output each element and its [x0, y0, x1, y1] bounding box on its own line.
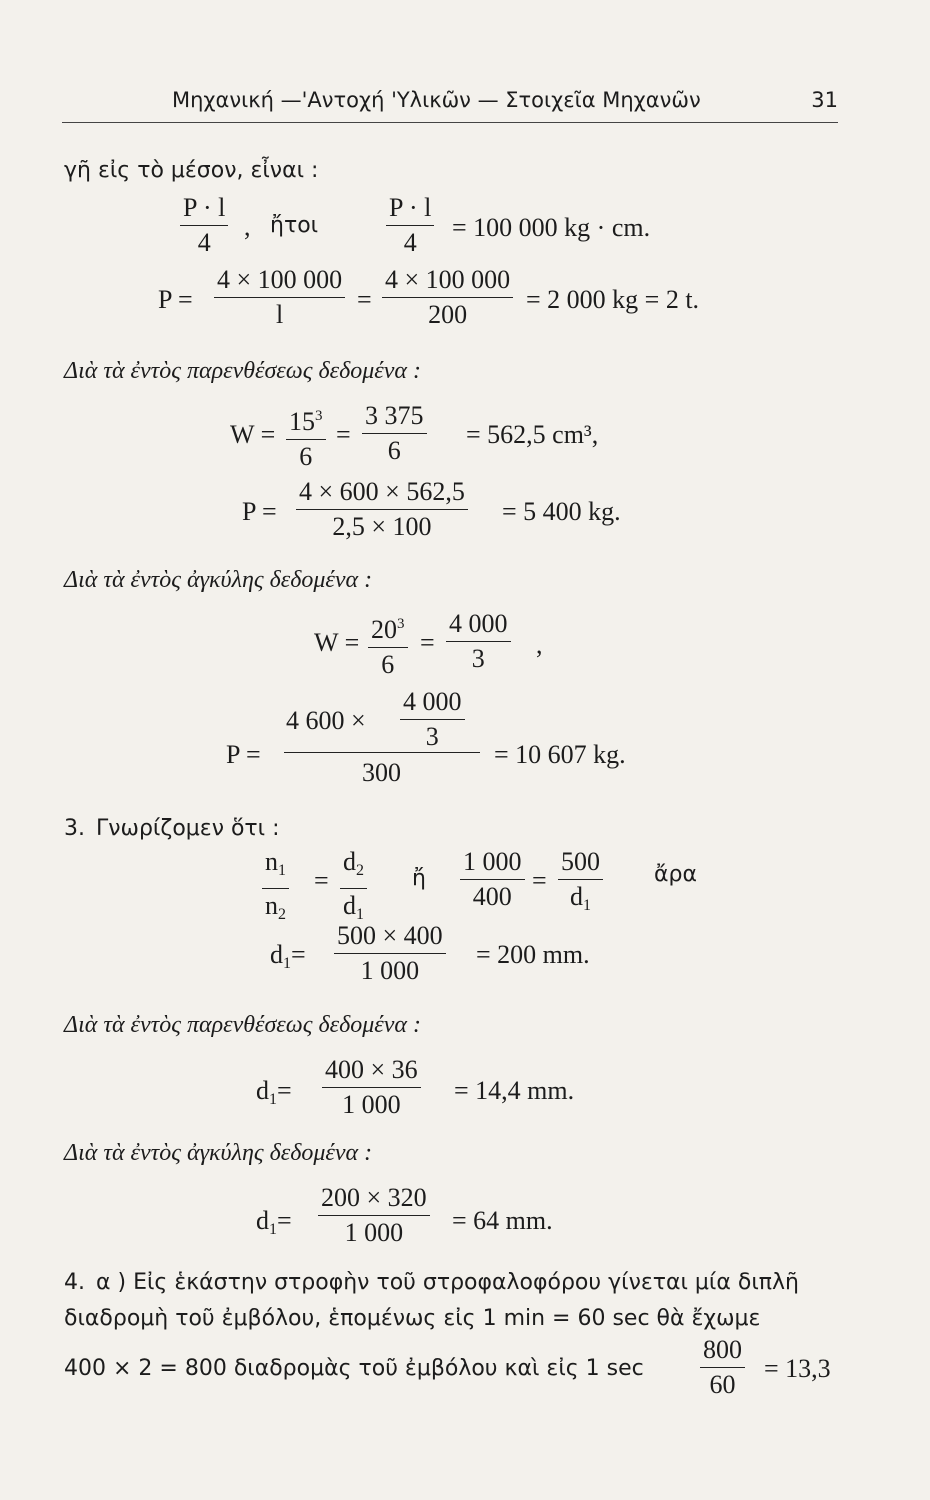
- or-word: ἤ: [412, 866, 426, 891]
- fraction-200x320-over-1000: 200 × 320 1 000: [318, 1184, 430, 1247]
- fraction-pl-over-4: P · l 4: [180, 194, 228, 257]
- fraction-20-cubed-over-6: $20^3$ 6: [368, 610, 408, 679]
- item-4-line-3: 400 × 2 = 800 διαδρομὰς τοῦ ἐμβόλου καὶ εἰς 1 sec: [64, 1356, 644, 1381]
- p-result: = 10 607 kg.: [494, 740, 626, 769]
- inner-fraction-4000-over-3: 4 000 3: [400, 688, 465, 751]
- p-result: = 5 400 kg.: [502, 497, 621, 526]
- section-heading-brackets-2: Διὰ τὰ ἐντὸς ἀγκύλης δεδομένα :: [64, 1140, 373, 1166]
- fraction-400x36-over-1000: 400 × 36 1 000: [322, 1056, 421, 1119]
- d1-result: = 64 mm.: [452, 1206, 553, 1235]
- w-lhs: W =: [314, 628, 360, 657]
- fraction-15-cubed-over-6: $15^3$ 6: [286, 402, 326, 471]
- compound-numerator-lead: 4 600 ×: [286, 706, 366, 735]
- section-heading-brackets: Διὰ τὰ ἐντὸς ἀγκύλης δεδομένα :: [64, 567, 373, 593]
- ara-word: ἄρα: [654, 862, 697, 887]
- d-symbol: d: [270, 940, 283, 969]
- item-3-intro: Γνωρίζομεν ὅτι :: [96, 816, 280, 841]
- p-lhs: P =: [158, 285, 193, 314]
- equals: =: [532, 866, 547, 895]
- equals: =: [314, 866, 329, 895]
- page-header: [62, 82, 838, 123]
- p-lhs: P =: [226, 740, 261, 769]
- fraction-4x100000-over-200: 4 × 100 000 200: [382, 266, 513, 329]
- d1-result: = 200 mm.: [476, 940, 590, 969]
- item-number-4: 4.: [64, 1270, 85, 1295]
- book-page: Μηχανική —'Αντοχή 'Υλικῶν — Στοιχεῖα Μηχανῶν 31 γῆ εἰς τὸ μέσον, εἶναι : P · l 4 , ἤτοι P · l 4 = 100 000 kg · cm. P = 4 × 100 000 l = 4 × 100 000 200 = 2 000 kg = 2 t. Διὰ τὰ ἐντὸς παρενθέσεως δεδομένα : W = $15^3$ 6 = 3 375 6 = 562,5 cm³, P = 4 × 600 × 562,5 2,5 × 100 = 5 400 kg. Διὰ τὰ ἐντὸς ἀγκύλης δεδομένα : W = $20^3$ 6 = 4 000 3 , 4 600 × 4 000 3 P = 300 = 10 607 kg. 3. Γνωρίζομεν ὅτι : $n_1$ $n_2$ = $d_2$ $d_1$ ἤ 1 000 400 = 500 $d_1$ ἄρα $d_1=$ 500 × 400 1 000 = 200 mm. Διὰ τὰ ἐντὸς παρενθέσεως δεδομένα : $d_1=$ 400 × 36 1 000 = 14,4 mm. Διὰ τὰ ἐντὸς ἀγκύλης δεδομένα : $d_1=$ 200 × 320 1 000 = 64 mm. 4. α ) Εἰς ἑκάστην στροφὴν τοῦ στροφαλοφόρου γίνεται μία διπλῆ διαδρομὴ τοῦ ἐμβόλου, ἑπομένως εἰς 1 min = 60 sec θὰ ἔχωμε 400 × 2 = 800 διαδρομὰς τοῦ ἐμβόλου καὶ εἰς 1 sec 800 60 = 13,3: [0, 0, 930, 1500]
- p-lhs: P =: [242, 497, 277, 526]
- d-symbol: d: [256, 1206, 269, 1235]
- main-fraction-bar: [284, 752, 480, 753]
- running-title: Μηχανική —'Αντοχή 'Υλικῶν — Στοιχεῖα Μηχανῶν: [172, 88, 701, 112]
- intro-text: γῆ εἰς τὸ μέσον, εἶναι :: [64, 158, 319, 183]
- fraction-4000-over-3: 4 000 3: [446, 610, 511, 673]
- comma: ,: [536, 630, 543, 659]
- equals: =: [336, 420, 351, 449]
- fraction-500x400-over-1000: 500 × 400 1 000: [334, 922, 446, 985]
- p-result: = 2 000 kg = 2 t.: [526, 285, 700, 314]
- fraction-n1-over-n2: $n_1$ $n_2$: [262, 848, 289, 929]
- fraction-d2-over-d1: $d_2$ $d_1$: [340, 848, 367, 929]
- fraction-pl-over-4-b: P · l 4: [386, 194, 434, 257]
- equals: =: [357, 285, 372, 314]
- page-number: 31: [811, 88, 838, 112]
- fraction-4x100000-over-l: 4 × 100 000 l: [214, 266, 345, 329]
- fraction-p-calculation: 4 × 600 × 562,5 2,5 × 100: [296, 478, 468, 541]
- fraction-800-over-60: 800 60: [700, 1336, 745, 1399]
- moment-result: = 100 000 kg · cm.: [452, 213, 651, 242]
- w-lhs: W =: [230, 420, 276, 449]
- fraction-500-over-d1: 500 $d_1$: [558, 848, 603, 920]
- itoi-word: ἤτοι: [270, 213, 319, 238]
- comma: ,: [244, 212, 251, 241]
- item-number-3: 3.: [64, 816, 85, 841]
- rate-result: = 13,3: [764, 1354, 831, 1383]
- section-heading-parentheses-2: Διὰ τὰ ἐντὸς παρενθέσεως δεδομένα :: [64, 1012, 421, 1038]
- fraction-3375-over-6: 3 375 6: [362, 402, 427, 465]
- d1-result: = 14,4 mm.: [454, 1076, 575, 1105]
- section-heading-parentheses: Διὰ τὰ ἐντὸς παρενθέσεως δεδομένα :: [64, 358, 421, 384]
- compound-denominator: 300: [362, 758, 401, 787]
- item-4-line-2: διαδρομὴ τοῦ ἐμβόλου, ἑπομένως εἰς 1 min = 60 sec θὰ ἔχωμε: [64, 1306, 761, 1331]
- item-4-line-1: α ) Εἰς ἑκάστην στροφὴν τοῦ στροφαλοφόρου γίνεται μία διπλῆ: [96, 1270, 799, 1295]
- equals: =: [420, 628, 435, 657]
- w-result: = 562,5 cm³,: [466, 420, 599, 449]
- fraction-1000-over-400: 1 000 400: [460, 848, 525, 911]
- d-symbol: d: [256, 1076, 269, 1105]
